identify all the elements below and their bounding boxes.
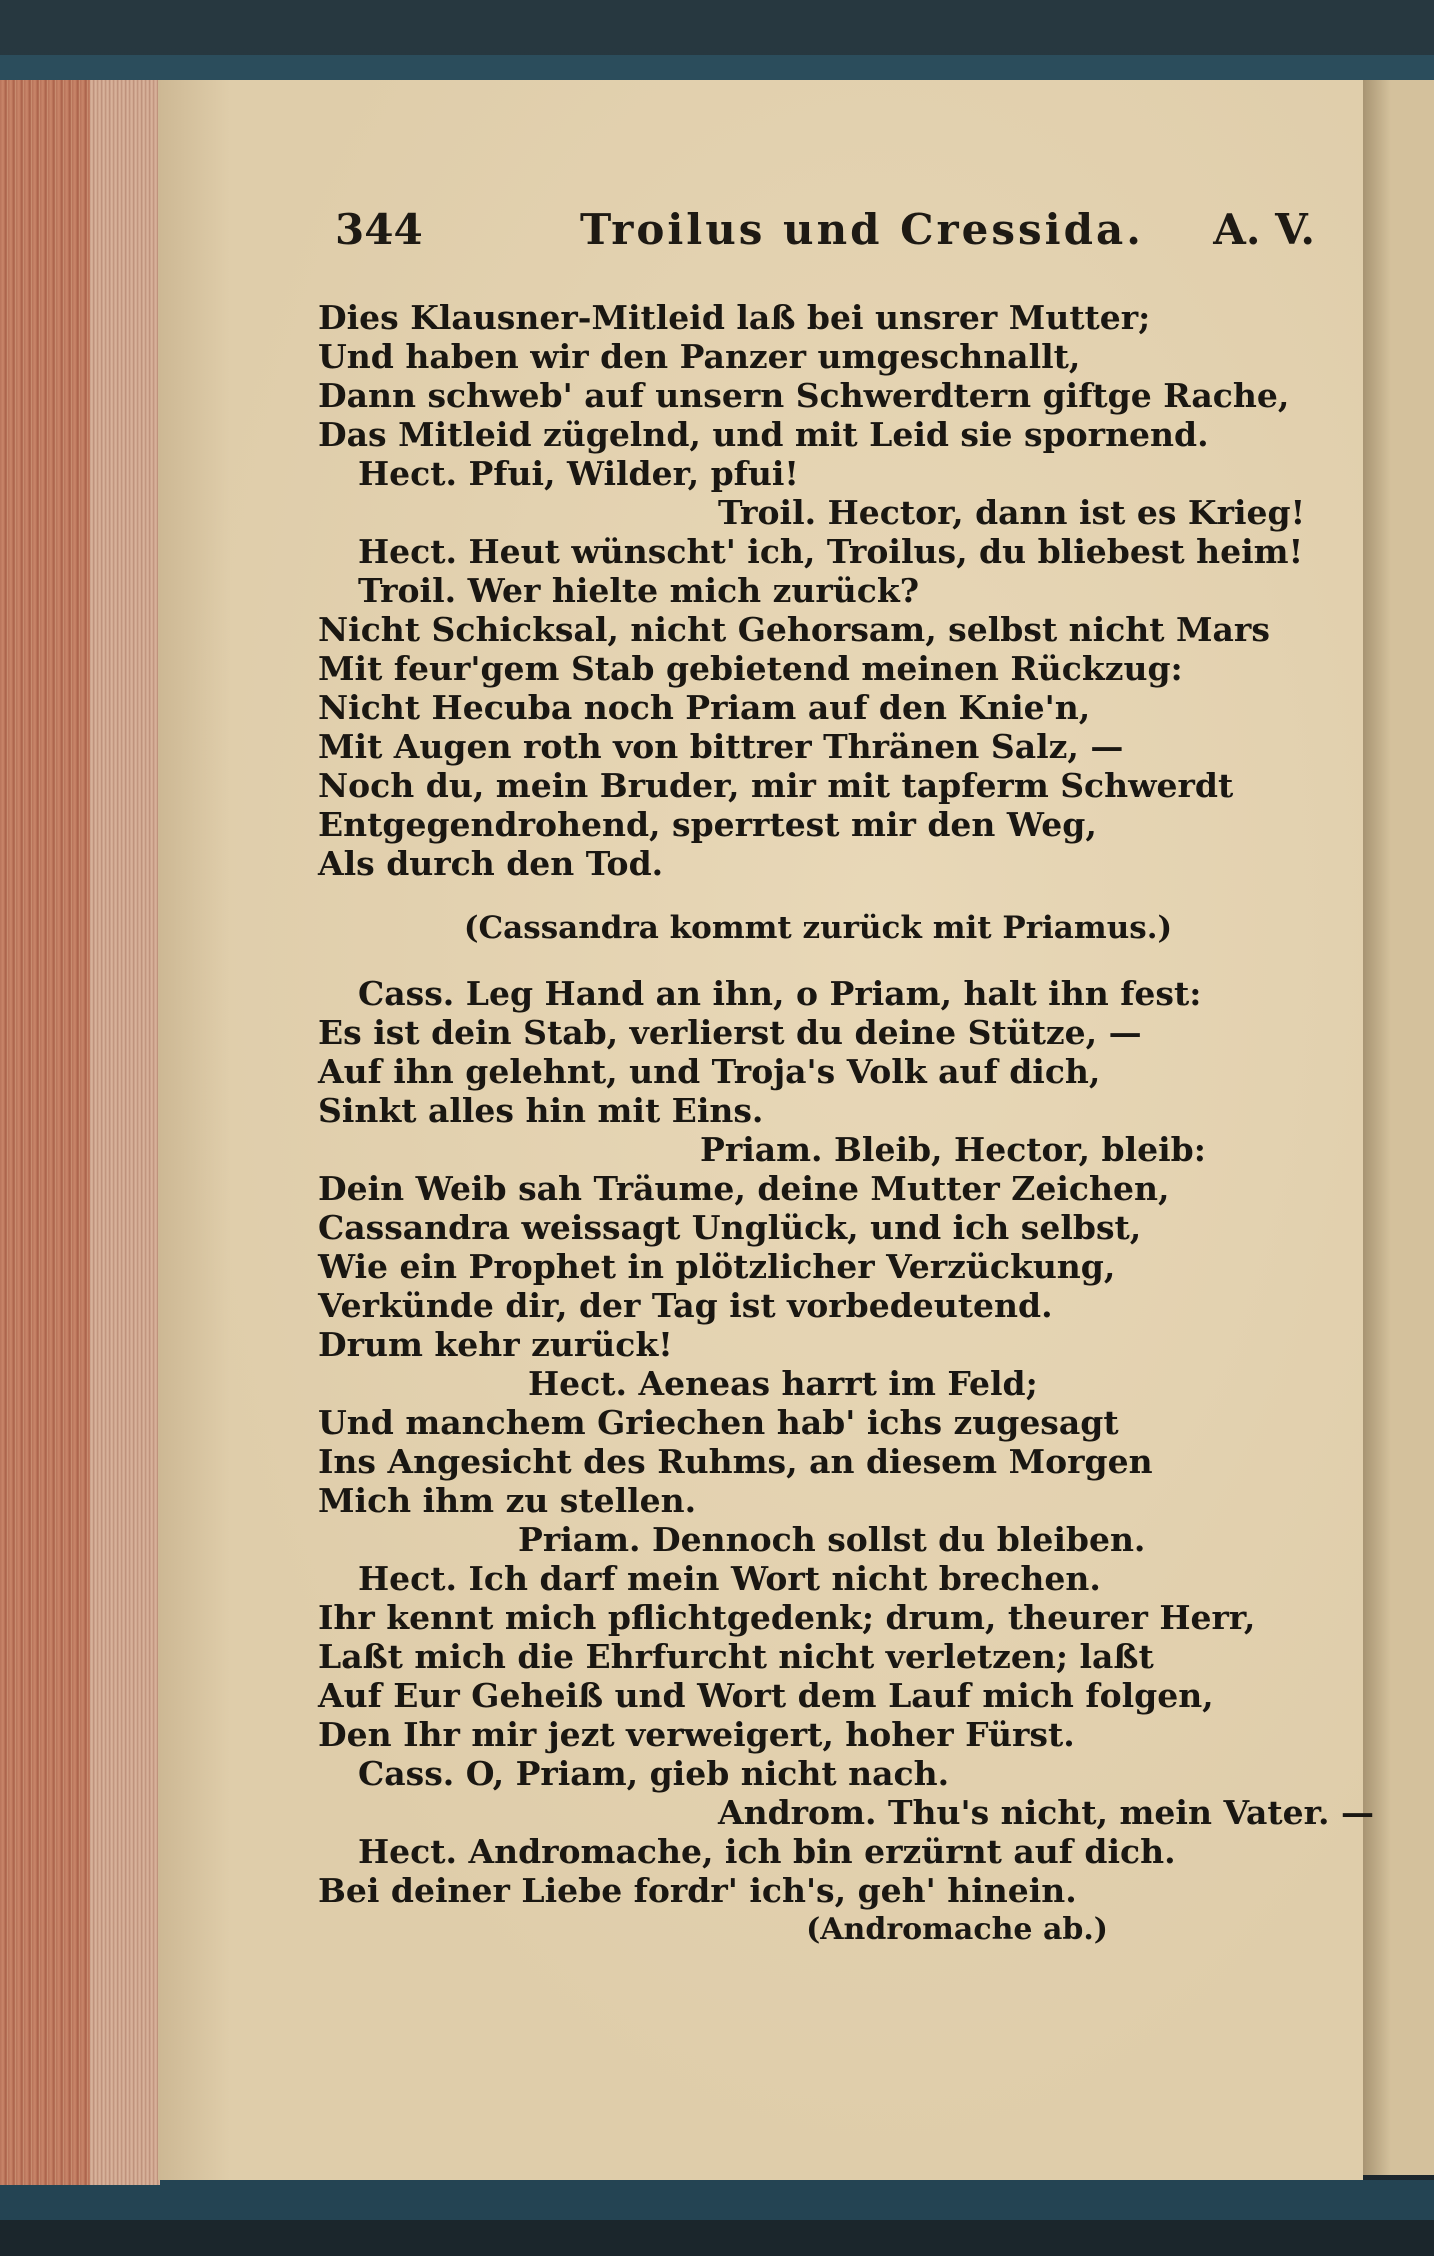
play-text [318, 298, 1374, 1949]
verse-line: Nicht Hecuba noch Priam auf den Knie'n, [318, 688, 1091, 727]
verse-line: Dann schweb' auf unsern Schwerdtern giftge Rache, [318, 376, 1290, 415]
verse-line: Auf ihn gelehnt, und Troja's Volk auf dich, [318, 1052, 1101, 1091]
act-marker: A. V. [1213, 205, 1315, 254]
book-cover-bottom-edge [0, 2180, 1434, 2220]
verse-line: Dein Weib sah Träume, deine Mutter Zeichen, [318, 1169, 1170, 1208]
speech-line: Hect. Ich darf mein Wort nicht brechen. [358, 1559, 1101, 1598]
verse-line: Cassandra weissagt Unglück, und ich selbst, [318, 1208, 1142, 1247]
verse-line: Verkünde dir, der Tag ist vorbedeutend. [318, 1286, 1053, 1325]
speech-line: Hect. Aeneas harrt im Feld; [528, 1364, 1038, 1403]
stage-direction: (Cassandra kommt zurück mit Priamus.) [463, 910, 1173, 946]
page-number: 344 [335, 205, 423, 254]
speech-line: Cass. O, Priam, gieb nicht nach. [358, 1754, 950, 1793]
speech-line: Cass. Leg Hand an ihn, o Priam, halt ihn fest: [358, 974, 1202, 1013]
verse-line: Noch du, mein Bruder, mir mit tapferm Schwerdt [318, 766, 1234, 805]
speech-line: Priam. Bleib, Hector, bleib: [700, 1130, 1206, 1169]
verse-line: Und haben wir den Panzer umgeschnallt, [318, 337, 1081, 376]
stage-direction: (Andromache ab.) [806, 1912, 1108, 1947]
spacer [318, 883, 1318, 909]
verse-line: Drum kehr zurück! [318, 1325, 673, 1364]
verse-line: Das Mitleid zügelnd, und mit Leid sie spornend. [318, 415, 1209, 454]
speech-line: Androm. Thu's nicht, mein Vater. — [718, 1793, 1374, 1832]
facing-page-edge [1362, 80, 1434, 2175]
speech-line: Hect. Pfui, Wilder, pfui! [358, 454, 799, 493]
verse-line: Es ist dein Stab, verlierst du deine Stütze, — [318, 1013, 1142, 1052]
speech-line: Priam. Dennoch sollst du bleiben. [518, 1520, 1146, 1559]
verse-line: Wie ein Prophet in plötzlicher Verzückung, [318, 1247, 1116, 1286]
speech-line: Troil. Hector, dann ist es Krieg! [718, 493, 1306, 532]
verse-line: Ihr kennt mich pflichtgedenk; drum, theurer Herr, [318, 1598, 1256, 1637]
verse-line: Als durch den Tod. [318, 844, 664, 883]
verse-line: Und manchem Griechen hab' ichs zugesagt [318, 1403, 1119, 1442]
spacer [318, 948, 1318, 974]
verse-line: Nicht Schicksal, nicht Gehorsam, selbst nicht Mars [318, 610, 1270, 649]
speech-line: Hect. Heut wünscht' ich, Troilus, du bliebest heim! [358, 532, 1304, 571]
running-title: Troilus und Cressida. [580, 205, 1144, 254]
verse-line: Entgegendrohend, sperrtest mir den Weg, [318, 805, 1097, 844]
speech-line: Hect. Andromache, ich bin erzürnt auf dich. [358, 1832, 1176, 1871]
verse-line: Den Ihr mir jezt verweigert, hoher Fürst. [318, 1715, 1075, 1754]
verse-line: Mit feur'gem Stab gebietend meinen Rückzug: [318, 649, 1183, 688]
verse-line: Auf Eur Geheiß und Wort dem Lauf mich folgen, [318, 1676, 1214, 1715]
running-header [335, 205, 1315, 265]
speech-line: Troil. Wer hielte mich zurück? [358, 571, 920, 610]
verse-line: Mich ihm zu stellen. [318, 1481, 697, 1520]
verse-line: Sinkt alles hin mit Eins. [318, 1091, 764, 1130]
verse-line: Laßt mich die Ehrfurcht nicht verletzen; laßt [318, 1637, 1154, 1676]
verse-line: Mit Augen roth von bittrer Thränen Salz, — [318, 727, 1124, 766]
verse-line: Bei deiner Liebe fordr' ich's, geh' hinein. [318, 1871, 1077, 1910]
page-stack-inner [90, 80, 160, 2185]
verse-line: Ins Angesicht des Ruhms, an diesem Morgen [318, 1442, 1153, 1481]
verse-line: Dies Klausner-Mitleid laß bei unsrer Mutter; [318, 298, 1151, 337]
